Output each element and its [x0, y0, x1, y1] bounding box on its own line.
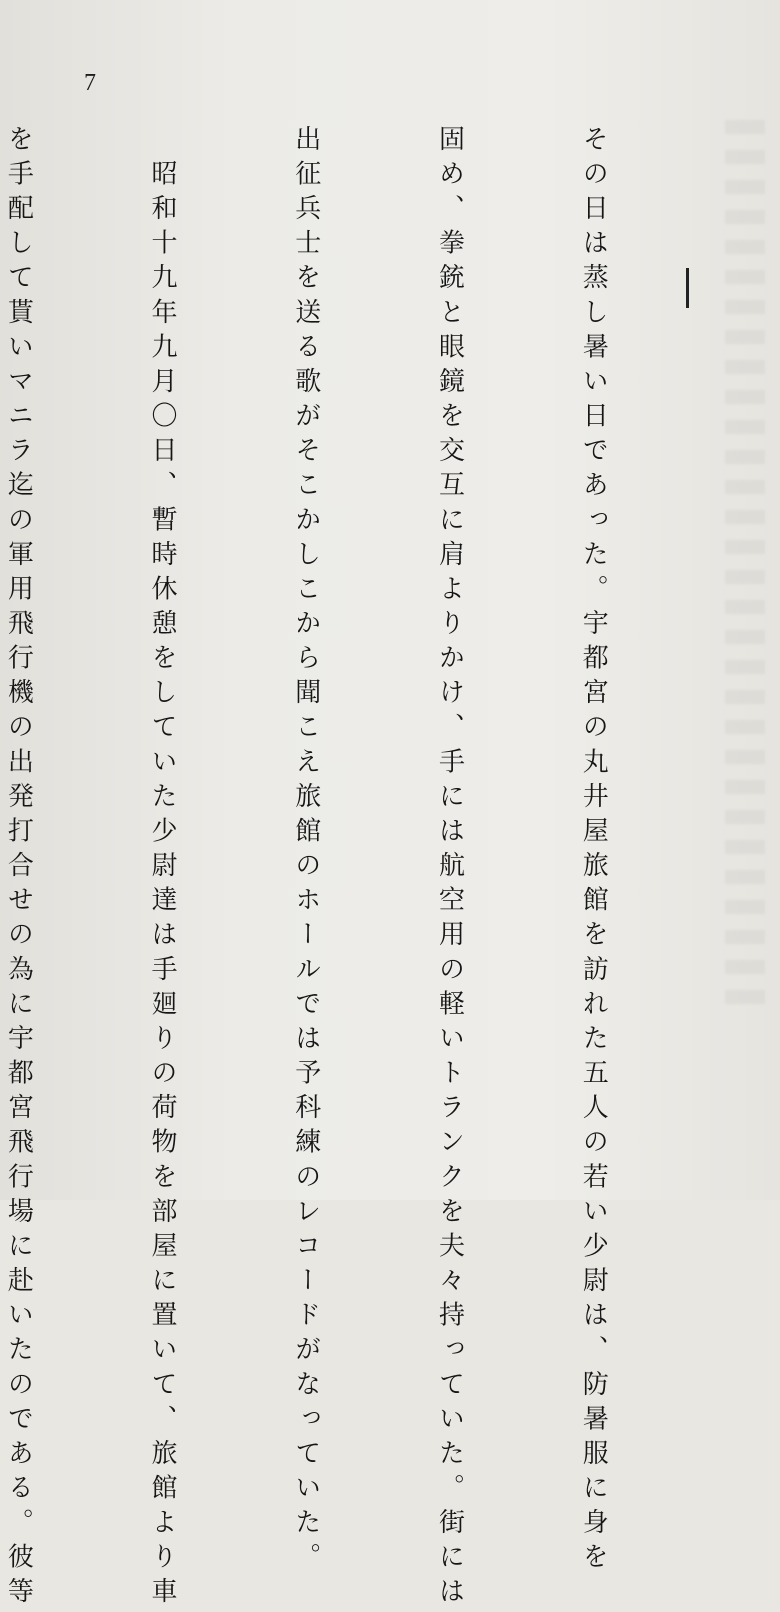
vertical-body-text — [3, 125, 712, 1612]
bleed-through-text — [725, 120, 765, 1020]
text-line: 出征兵士を送る歌がそこかしこから聞こえ旅館のホールでは予科練のレコードがなっていた。 — [290, 125, 321, 1578]
text-line: 固め、拳銃と眼鏡を交互に肩よりかけ、手には航空用の軽いトランクを夫々持っていた。街には — [434, 125, 465, 1612]
text-line: 昭和十九年九月〇日、暫時休憩をしていた少尉達は手廻りの荷物を部屋に置いて、旅館より車 — [147, 125, 178, 1612]
text-line: その日は蒸し暑い日であった。宇都宮の丸井屋旅館を訪れた五人の若い少尉は、防暑服に身を — [578, 125, 609, 1578]
text-line: を手配して貰いマニラ迄の軍用飛行機の出発打合せの為に宇都宮飛行場に赴いたのである。彼等 — [3, 125, 34, 1612]
page-number: 7 — [84, 70, 96, 96]
